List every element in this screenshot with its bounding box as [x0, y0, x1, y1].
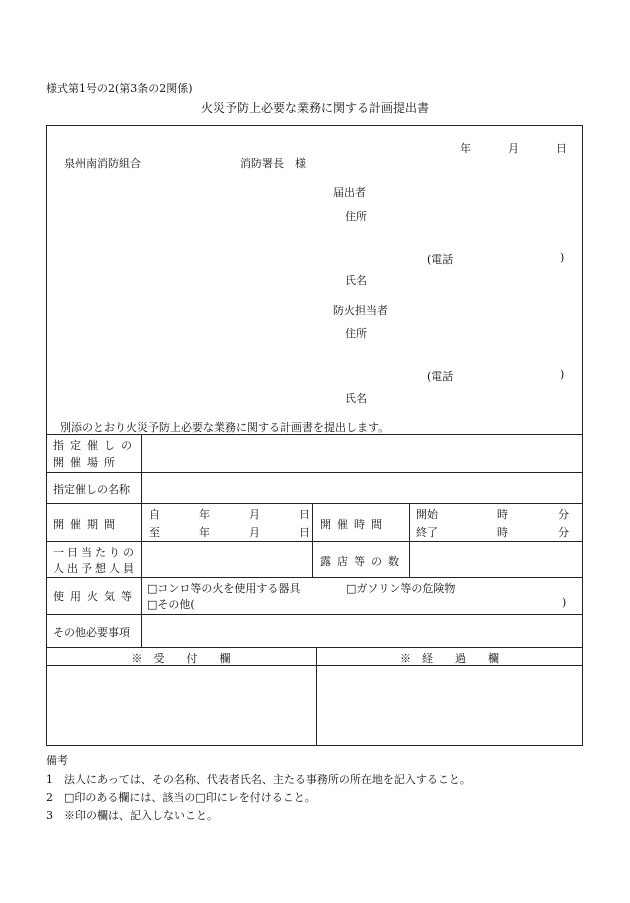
- submission-statement: 別添のとおり火災予防上必要な業務に関する計画書を提出します。: [60, 421, 390, 434]
- attendance-label-line1: 一日当たりの: [53, 546, 137, 559]
- rule: [46, 647, 583, 648]
- period-to-year: 年: [199, 526, 210, 539]
- date-day-label: 日: [556, 142, 567, 155]
- period-to-month: 月: [249, 526, 260, 539]
- fire-manager-phone-close: ): [560, 368, 565, 381]
- submitter-phone-label: (電話: [427, 253, 454, 266]
- submitter-label: 届出者: [333, 186, 366, 199]
- period-from-day: 日: [299, 508, 310, 521]
- period-to-label: 至: [149, 526, 160, 539]
- rule: [46, 577, 583, 578]
- time-end-hour: 時: [497, 526, 508, 539]
- time-end-minute: 分: [558, 526, 569, 539]
- progress-header: ※ 経 過 欄: [400, 652, 499, 665]
- note-item: 2 □印のある欄には、該当の□印にレを付けること。: [46, 791, 316, 804]
- option-other-close: ): [562, 596, 567, 609]
- page-title: 火災予防上必要な業務に関する計画提出書: [200, 101, 429, 115]
- fire-manager-label: 防火担当者: [333, 304, 388, 317]
- time-end-label: 終了: [416, 526, 438, 539]
- period-to-day: 日: [299, 526, 310, 539]
- note-item: 3 ※印の欄は、記入しないこと。: [46, 809, 218, 822]
- submitter-address-label: 住所: [345, 210, 367, 223]
- period-from-year: 年: [199, 508, 210, 521]
- date-year-label: 年: [460, 142, 471, 155]
- time-start-hour: 時: [497, 508, 508, 521]
- stalls-label: 露店等の数: [320, 555, 405, 568]
- attendance-label-line2: 人出予想人員: [53, 562, 137, 575]
- option-stove-checkbox[interactable]: □コンロ等の火を使用する器具: [147, 582, 301, 595]
- period-label: 開催期間: [53, 518, 121, 531]
- venue-input[interactable]: [142, 435, 582, 471]
- option-other-checkbox[interactable]: □その他(: [147, 598, 195, 611]
- period-from-month: 月: [249, 508, 260, 521]
- option-gasoline-checkbox[interactable]: □ガソリン等の危険物: [346, 582, 456, 595]
- fire-equipment-label: 使用火気等: [53, 590, 138, 603]
- form-number: 様式第1号の2(第3条の2関係): [46, 82, 193, 95]
- stalls-input[interactable]: [410, 542, 582, 576]
- time-label: 開催時間: [320, 518, 388, 531]
- other-matters-label: その他必要事項: [53, 626, 130, 639]
- fire-manager-phone-label: (電話: [427, 370, 454, 383]
- addressee-org: 泉州南消防組合: [64, 157, 141, 170]
- submitter-name-label: 氏名: [345, 274, 367, 287]
- submitter-phone-close: ): [560, 251, 565, 264]
- addressee-chief: 消防署長 様: [240, 157, 306, 170]
- date-month-label: 月: [508, 142, 519, 155]
- rule: [46, 503, 583, 504]
- venue-label-line2: 開催場所: [53, 456, 121, 469]
- note-item: 1 法人にあっては、その名称、代表者氏名、主たる事務所の所在地を記入すること。: [46, 773, 471, 786]
- time-start-label: 開始: [416, 508, 438, 521]
- period-from-label: 自: [149, 508, 160, 521]
- venue-label-line1: 指定催しの: [53, 439, 138, 452]
- notes-heading: 備考: [46, 754, 68, 767]
- attendance-input[interactable]: [142, 542, 311, 576]
- receipt-header: ※ 受 付 欄: [131, 652, 231, 665]
- fire-manager-name-label: 氏名: [345, 392, 367, 405]
- time-start-minute: 分: [558, 508, 569, 521]
- event-name-label: 指定催しの名称: [53, 483, 130, 496]
- rule: [312, 503, 313, 577]
- other-matters-input[interactable]: [142, 615, 582, 646]
- event-name-input[interactable]: [142, 473, 582, 502]
- fire-manager-address-label: 住所: [345, 327, 367, 340]
